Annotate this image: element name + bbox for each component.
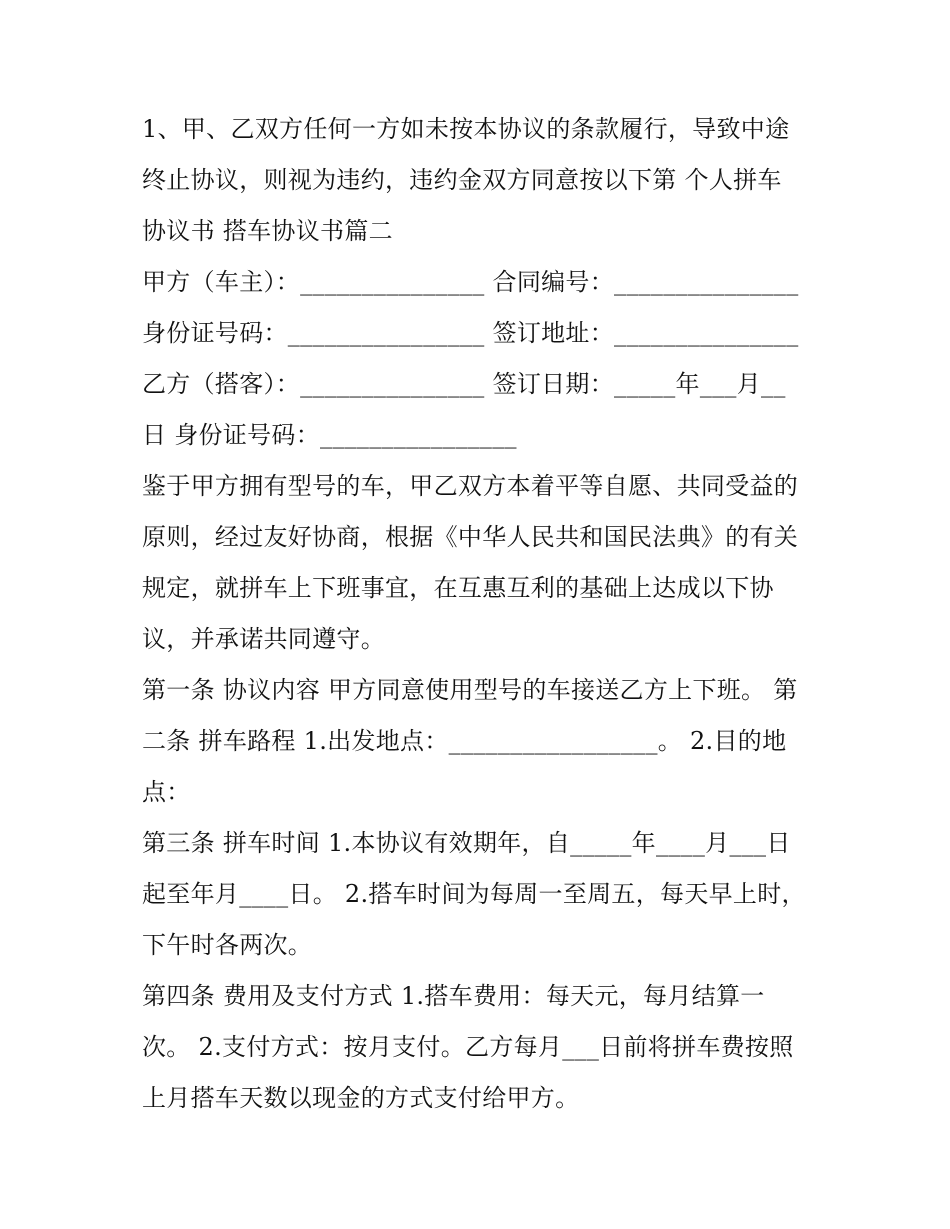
- id-number-line: 身份证号码：________________ 签订地址：_______________: [142, 319, 799, 347]
- text-line: 1、甲、乙双方任何一方如未按本协议的条款履行，导致中途: [142, 115, 790, 143]
- article-three-line: 第三条 拼车时间 1.本协议有效期年，自_____年____月___日: [142, 829, 791, 857]
- text-line: 鉴于甲方拥有型号的车，甲乙双方本着平等自愿、共同受益的: [142, 472, 799, 500]
- text-line: 议，并承诺共同遵守。: [142, 625, 385, 653]
- id-number-line-b: 日 身份证号码：________________: [142, 421, 517, 449]
- text-line: 终止协议，则视为违约，违约金双方同意按以下第 个人拼车: [142, 166, 782, 194]
- text-line: 规定，就拼车上下班事宜，在互惠互利的基础上达成以下协: [142, 574, 774, 602]
- text-line: 原则，经过友好协商，根据《中华人民共和国民法典》的有关: [142, 523, 799, 551]
- text-line: 协议书 搭车协议书篇二: [142, 217, 393, 245]
- text-line: 起至年月____日。 2.搭车时间为每周一至周五，每天早上时，: [142, 880, 806, 908]
- text-line: 下午时各两次。: [142, 931, 313, 959]
- party-b-line: 乙方（搭客）：_______________ 签订日期：_____年___月__: [142, 370, 786, 398]
- article-two-line: 二条 拼车路程 1.出发地点：_________________。 2.目的地: [142, 727, 787, 755]
- text-line: 上月搭车天数以现金的方式支付给甲方。: [142, 1084, 580, 1112]
- party-a-line: 甲方（车主）：_______________ 合同编号：_______________: [142, 268, 799, 296]
- article-one-line: 第一条 协议内容 甲方同意使用型号的车接送乙方上下班。 第: [142, 676, 798, 704]
- text-line: 点：: [142, 778, 191, 806]
- article-four-line: 第四条 费用及支付方式 1.搭车费用：每天元，每月结算一: [142, 982, 765, 1010]
- document-body: [142, 104, 822, 1124]
- text-line: 次。 2.支付方式：按月支付。乙方每月___日前将拼车费按照: [142, 1033, 794, 1061]
